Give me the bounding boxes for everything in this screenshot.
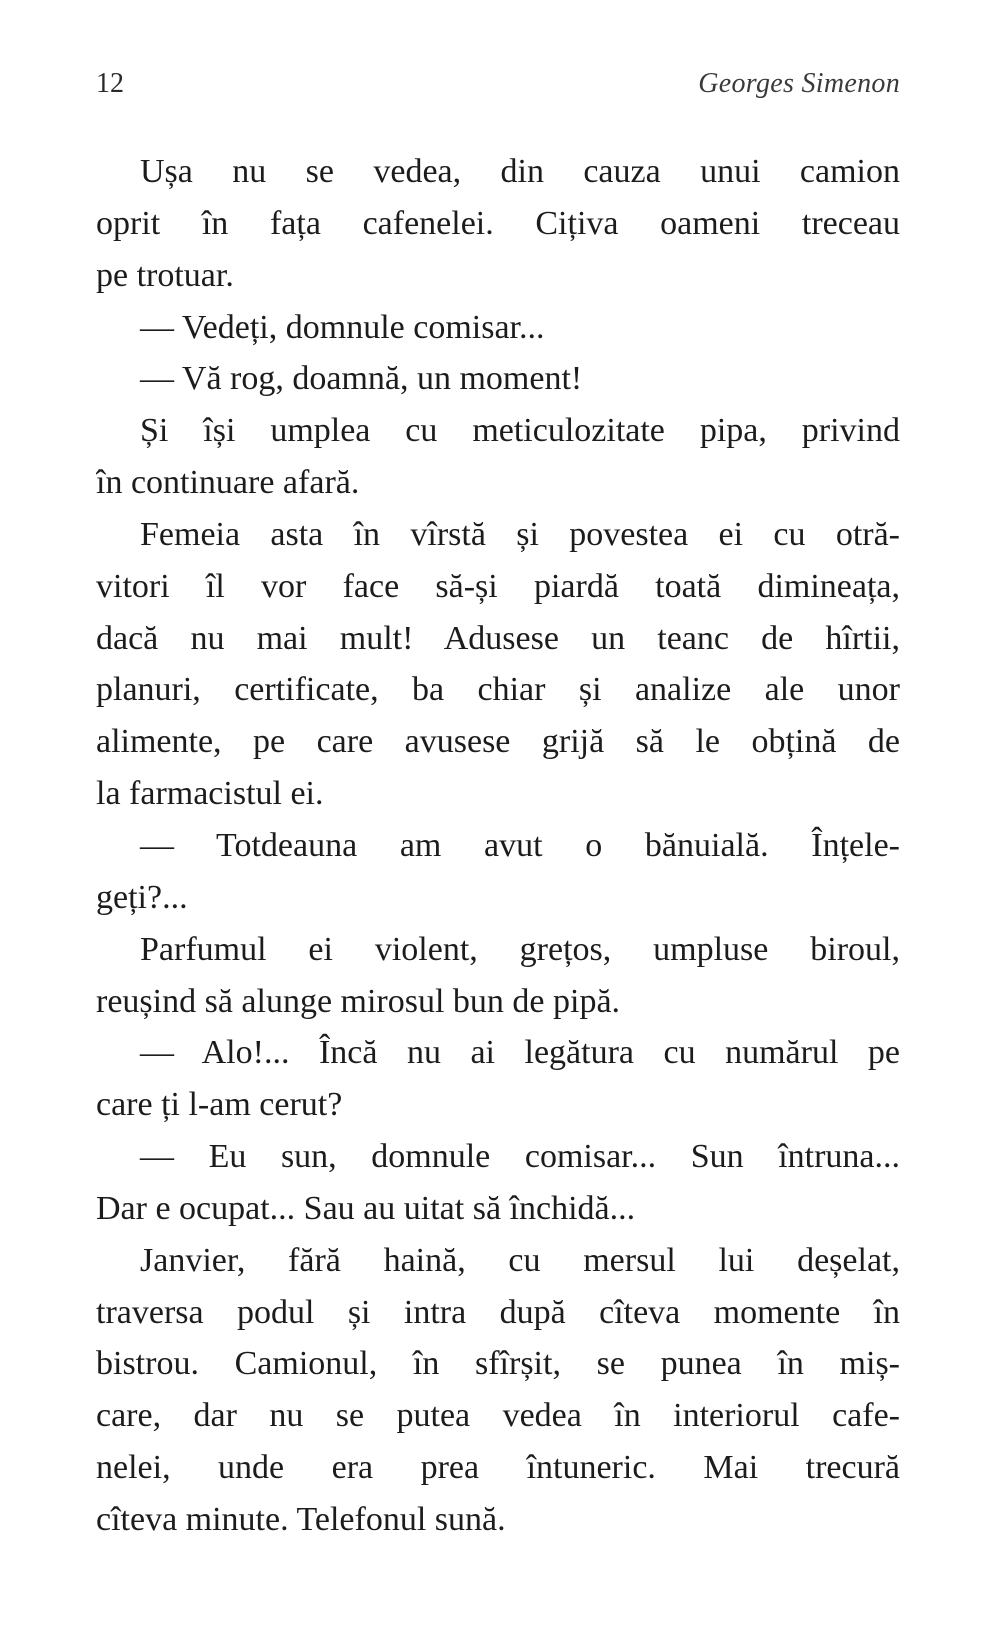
text-line: planuri, certificate, ba chiar și analize ale unor [96, 671, 900, 709]
text-line: reușind să alunge mirosul bun de pipă. [96, 982, 621, 1020]
text-line: — Vedeți, domnule comisar... [140, 308, 545, 346]
text-line: care ți l-am cerut? [96, 1086, 343, 1124]
text-line: geți?... [96, 878, 188, 916]
text-line: bistrou. Camionul, în sfîrșit, se punea în miș- [96, 1345, 900, 1383]
page-header [96, 68, 900, 104]
text-line: — Eu sun, domnule comisar... Sun întruna... [140, 1138, 900, 1176]
text-line: — Totdeauna am avut o bănuială. Înțele- [140, 826, 900, 864]
text-line: Femeia asta în vîrstă și povestea ei cu otră- [140, 515, 900, 553]
text-line: care, dar nu se putea vedea în interiorul cafe- [96, 1397, 900, 1435]
text-line: vitori îl vor face să-și piardă toată dimineața, [96, 567, 900, 605]
text-line: traversa podul și intra după cîteva momente în [96, 1293, 900, 1331]
text-line: cîteva minute. Telefonul sună. [96, 1500, 506, 1538]
text-line: alimente, pe care avusese grijă să le obțină de [96, 723, 900, 761]
text-line: Dar e ocupat... Sau au uitat să închidă... [96, 1189, 636, 1227]
text-line: Și își umplea cu meticulozitate pipa, privind [140, 412, 900, 450]
text-line: Parfumul ei violent, grețos, umpluse biroul, [140, 930, 900, 968]
text-line: — Alo!... Încă nu ai legătura cu numărul pe [140, 1034, 900, 1072]
text-line: — Vă rog, doamnă, un moment! [140, 360, 583, 398]
text-line: dacă nu mai mult! Adusese un teanc de hîrtii, [96, 619, 900, 657]
text-line: oprit în fața cafenelei. Cițiva oameni treceau [96, 204, 900, 242]
text-line: Janvier, fără haină, cu mersul lui deșelat, [140, 1241, 900, 1279]
text-line: în continuare afară. [96, 464, 360, 502]
text-line: la farmacistul ei. [96, 775, 324, 813]
page-number: 12 [96, 68, 124, 99]
running-head-author: Georges Simenon [698, 68, 900, 99]
text-line: Ușa nu se vedea, din cauza unui camion [140, 153, 900, 190]
text-line: nelei, unde era prea întuneric. Mai trecură [96, 1449, 900, 1487]
text-line: pe trotuar. [96, 256, 234, 294]
body-text [96, 146, 900, 1546]
